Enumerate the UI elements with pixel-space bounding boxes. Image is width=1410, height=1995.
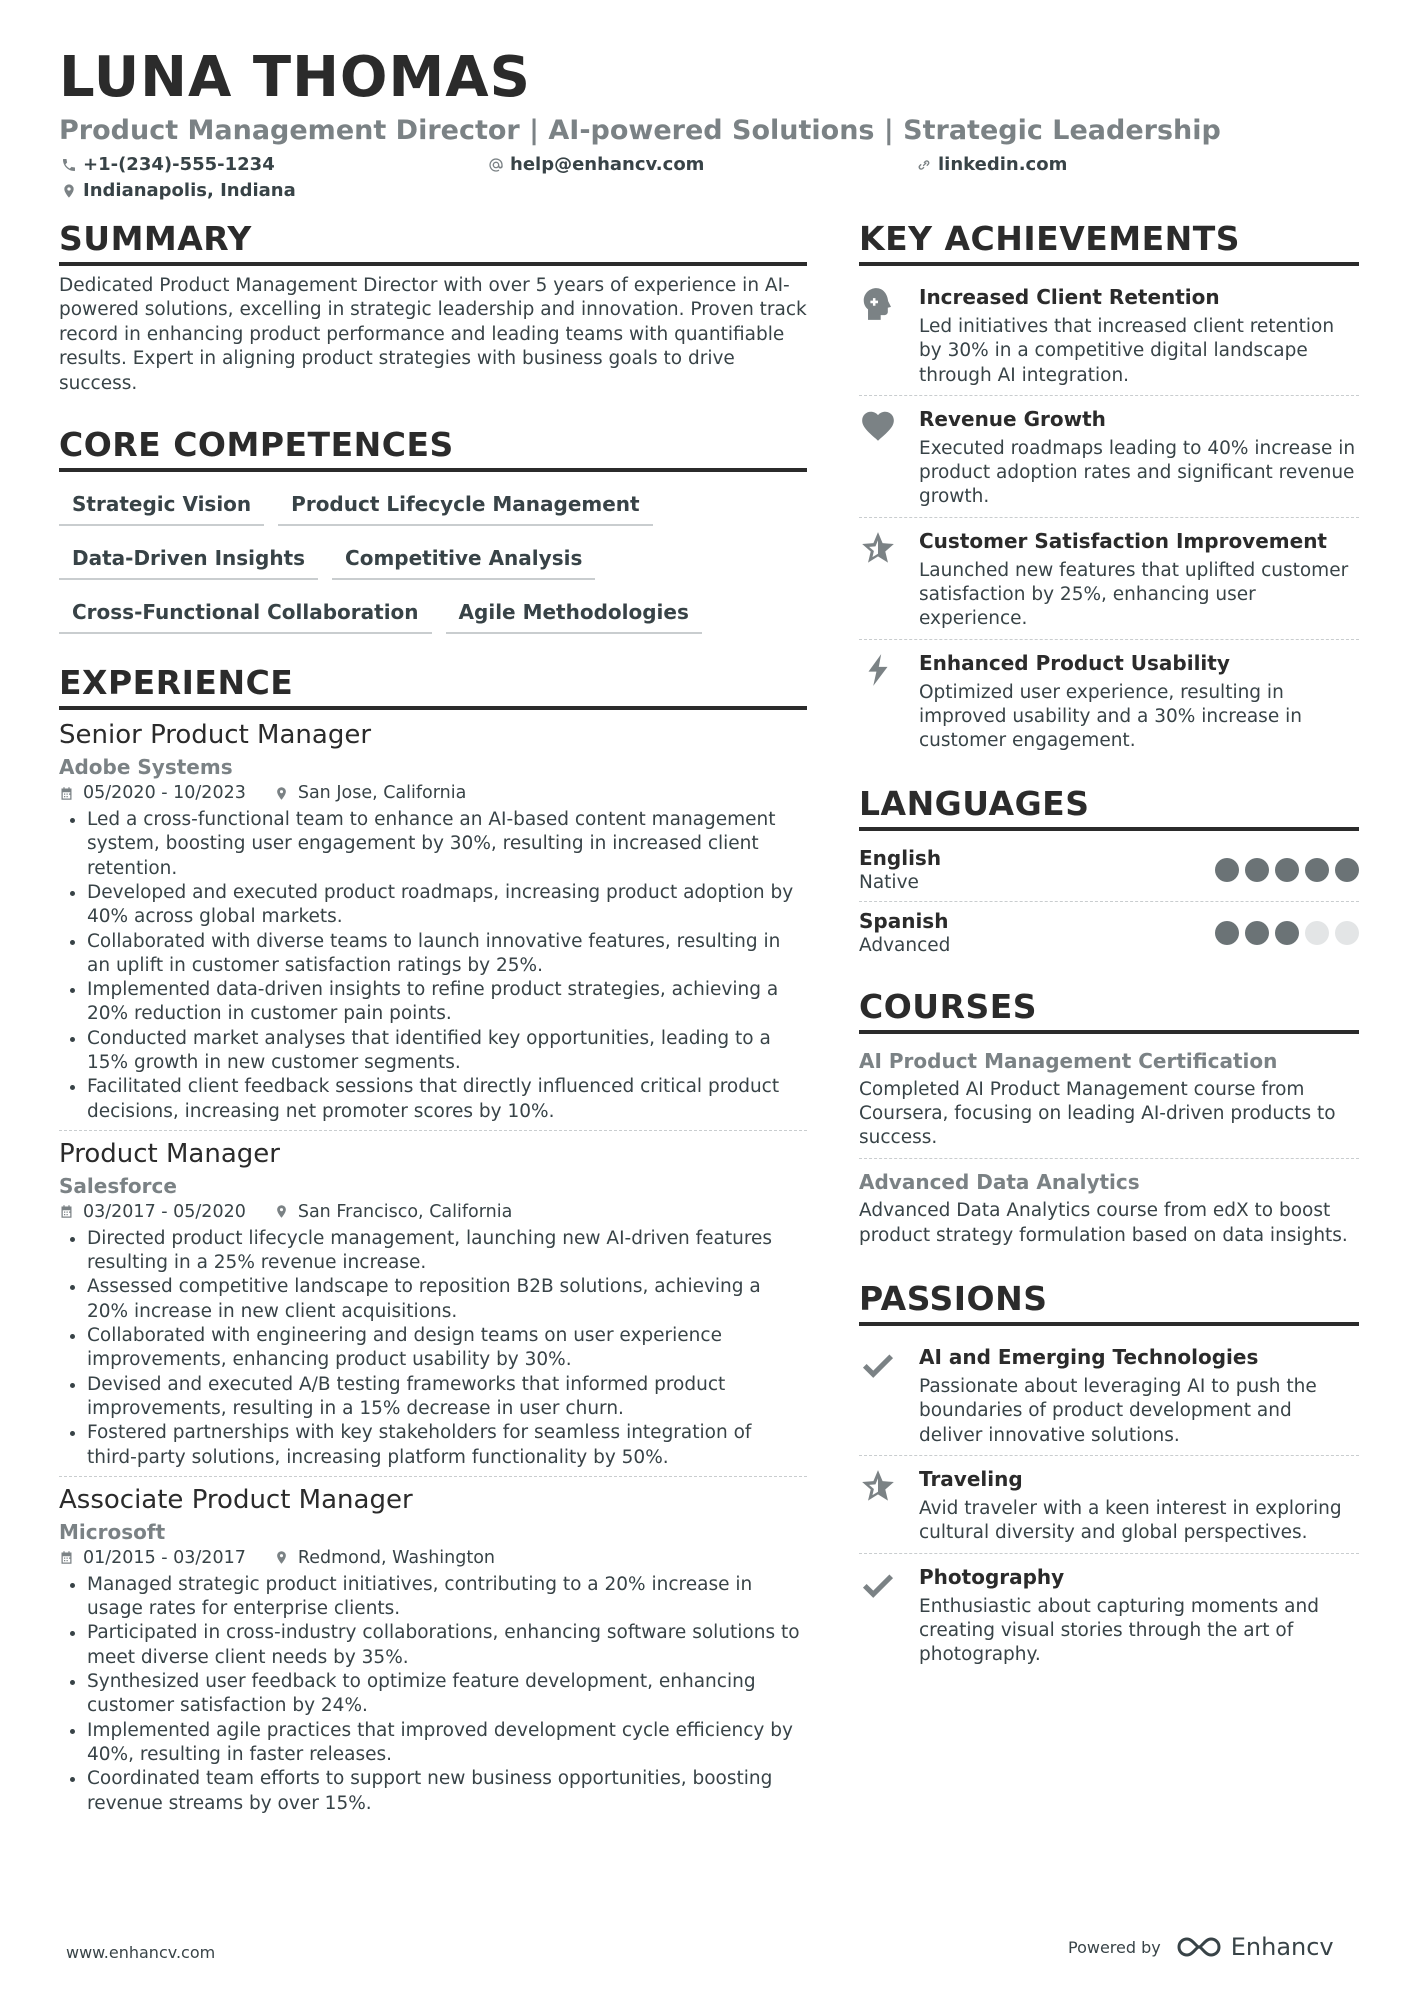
job-meta (59, 780, 807, 806)
passion-item (859, 1455, 1359, 1553)
rating-dot (1275, 921, 1299, 945)
competence-chip: Data-Driven Insights (59, 540, 318, 580)
competences-heading: CORE COMPETENCES (59, 424, 807, 472)
course-title: AI Product Management Certification (859, 1048, 1278, 1073)
passion-title: AI and Emerging Technologies (919, 1345, 1259, 1370)
enhancv-logo-icon (1175, 1934, 1223, 1960)
courses-heading: COURSES (859, 986, 1359, 1034)
summary-heading: SUMMARY (59, 218, 807, 266)
location-pin-icon (274, 786, 289, 801)
job-location-wrap (274, 1545, 495, 1571)
passion-item (859, 1334, 1359, 1455)
head-icon (859, 285, 897, 323)
job-bullet: • Collaborated with diverse teams to launch innovative features, resulting in an uplift in customer satisfaction ratings by 25%. (87, 930, 807, 979)
courses-section (859, 986, 1359, 1256)
job-company: Microsoft (59, 1519, 166, 1544)
job-bullets (59, 1573, 807, 1816)
job-dates: 01/2015 - 03/2017 (83, 1547, 246, 1568)
link-icon (916, 157, 932, 173)
job-location: Redmond, Washington (297, 1547, 496, 1568)
email-text: help@enhancv.com (510, 154, 705, 175)
job-meta (59, 1199, 807, 1225)
experience-section (59, 662, 807, 1822)
powered-by-text: Powered by (1068, 1937, 1161, 1957)
rating-dot (1245, 858, 1269, 882)
competence-chip: Strategic Vision (59, 486, 264, 526)
job-bullet: • Collaborated with engineering and design teams on user experience improvements, enhancing product usability by 30%. (87, 1324, 807, 1373)
competence-chip: Cross-Functional Collaboration (59, 594, 432, 634)
lightning-icon (859, 651, 897, 689)
footer-branding (1068, 1933, 1334, 1961)
location-pin-icon (274, 1550, 289, 1565)
passion-item (859, 1553, 1359, 1675)
job-location-wrap (274, 780, 466, 806)
course-item (859, 1158, 1359, 1256)
passions-section (859, 1278, 1359, 1674)
competence-chip: Agile Methodologies (446, 594, 702, 634)
achievement-title: Increased Client Retention (919, 285, 1220, 309)
rating-dot (1215, 858, 1239, 882)
achievement-item (859, 274, 1359, 395)
achievement-item (859, 517, 1359, 639)
passion-desc: Passionate about leveraging AI to push the boundaries of product development and deliver innovative solutions. (919, 1376, 1317, 1446)
rating-dot (1335, 858, 1359, 882)
heart-icon (859, 407, 897, 445)
job-bullets (59, 808, 807, 1124)
calendar-icon (59, 1204, 74, 1219)
contact-location (61, 180, 296, 201)
job-bullet: • Implemented agile practices that improved development cycle efficiency by 40%, resulting in faster releases. (87, 1719, 807, 1768)
achievements-heading: KEY ACHIEVEMENTS (859, 218, 1359, 266)
job-entry (59, 718, 807, 1130)
job-meta (59, 1545, 807, 1571)
competence-chip: Competitive Analysis (332, 540, 595, 580)
job-bullet: • Devised and executed A/B testing frameworks that informed product improvements, resulting in a 15% decrease in user churn. (87, 1373, 807, 1422)
job-entry (59, 1130, 807, 1476)
achievement-desc: Launched new features that uplifted customer satisfaction by 25%, enhancing user experience. (919, 559, 1349, 630)
location-pin-icon (61, 183, 77, 199)
linkedin-text: linkedin.com (938, 154, 1068, 175)
language-level: Native (859, 871, 919, 893)
location-text: Indianapolis, Indiana (83, 180, 296, 201)
language-item (859, 839, 1359, 901)
languages-section (859, 783, 1359, 964)
brand-text: Enhancv (1230, 1933, 1334, 1961)
job-bullets (59, 1227, 807, 1470)
course-desc: Advanced Data Analytics course from edX to boost product strategy formulation based on data insights. (859, 1200, 1348, 1246)
rating-dot (1245, 921, 1269, 945)
language-level: Advanced (859, 934, 951, 956)
contact-linkedin[interactable] (916, 154, 1067, 175)
job-dates: 03/2017 - 05/2020 (83, 1201, 246, 1222)
passion-desc: Enthusiastic about capturing moments and creating visual stories through the art of photography. (919, 1595, 1319, 1666)
star-icon (859, 1467, 897, 1505)
job-company: Salesforce (59, 1173, 177, 1198)
calendar-icon (59, 1550, 74, 1565)
job-entry (59, 1476, 807, 1822)
language-name: English (859, 845, 942, 870)
job-location-wrap (274, 1199, 512, 1225)
footer-website[interactable]: www.enhancv.com (66, 1943, 216, 1962)
job-bullet: • Conducted market analyses that identified key opportunities, leading to a 15% growth in new customer segments. (87, 1027, 807, 1076)
contact-info (59, 154, 1359, 210)
rating-dot (1335, 921, 1359, 945)
phone-text: +1-(234)-555-1234 (83, 154, 275, 175)
achievement-desc: Led initiatives that increased client retention by 30% in a competitive digital landscape through AI integration. (919, 316, 1335, 386)
language-rating (1215, 921, 1359, 945)
job-bullet: • Assessed competitive landscape to reposition B2B solutions, achieving a 20% increase in new client acquisitions. (87, 1275, 807, 1324)
passion-desc: Avid traveler with a keen interest in exploring cultural diversity and global perspectives. (919, 1497, 1342, 1544)
languages-heading: LANGUAGES (859, 783, 1359, 831)
job-bullet: • Facilitated client feedback sessions that directly influenced critical product decisions, increasing net promoter scores by 10%. (87, 1075, 807, 1124)
summary-section (59, 218, 807, 396)
calendar-icon (59, 786, 74, 801)
job-company: Adobe Systems (59, 755, 233, 780)
achievement-desc: Executed roadmaps leading to 40% increase in product adoption rates and significant revenue growth. (919, 437, 1356, 508)
passions-heading: PASSIONS (859, 1278, 1359, 1326)
rating-dot (1275, 858, 1299, 882)
job-role: Senior Product Manager (59, 720, 372, 751)
rating-dot (1305, 921, 1329, 945)
job-bullet: • Fostered partnerships with key stakeholders for seamless integration of third-party solutions, increasing platform functionality by 50%. (87, 1421, 807, 1470)
check-icon (859, 1565, 897, 1603)
course-title: Advanced Data Analytics (859, 1170, 1140, 1195)
phone-icon (61, 157, 77, 173)
competence-chip: Product Lifecycle Management (278, 486, 652, 526)
job-bullet: • Developed and executed product roadmaps, increasing product adoption by 40% across global markets. (87, 881, 807, 930)
achievement-desc: Optimized user experience, resulting in improved usability and a 30% increase in customer engagement. (919, 681, 1302, 752)
achievement-title: Customer Satisfaction Improvement (919, 528, 1327, 553)
achievement-title: Revenue Growth (919, 406, 1106, 431)
passion-title: Photography (919, 1564, 1065, 1589)
job-role: Product Manager (59, 1138, 280, 1169)
language-rating (1215, 858, 1359, 882)
course-desc: Completed AI Product Management course from Coursera, focusing on leading AI-driven products to success. (859, 1078, 1336, 1149)
job-dates: 05/2020 - 10/2023 (83, 783, 246, 804)
resume-header (59, 44, 1359, 210)
rating-dot (1215, 921, 1239, 945)
achievement-title: Enhanced Product Usability (919, 650, 1230, 675)
language-item (859, 901, 1359, 964)
rating-dot (1305, 858, 1329, 882)
check-icon (859, 1345, 897, 1383)
passion-title: Traveling (919, 1466, 1023, 1491)
job-bullet: • Coordinated team efforts to support new business opportunities, boosting revenue streams by over 15%. (87, 1767, 807, 1816)
job-bullet: • Synthesized user feedback to optimize feature development, enhancing customer satisfaction by 24%. (87, 1670, 807, 1719)
language-name: Spanish (859, 908, 949, 933)
job-bullet: • Led a cross-functional team to enhance an AI-based content management system, boosting user engagement by 30%, resulting in increased client retention. (87, 808, 807, 881)
job-bullet: • Directed product lifecycle management, launching new AI-driven features resulting in a 25% revenue increase. (87, 1227, 807, 1276)
job-location: San Jose, California (297, 783, 467, 804)
job-role: Associate Product Manager (59, 1484, 413, 1515)
location-pin-icon (274, 1204, 289, 1219)
experience-heading: EXPERIENCE (59, 662, 807, 710)
candidate-title: Product Management Director | AI-powered Solutions | Strategic Leadership (59, 115, 1221, 146)
star-icon (859, 529, 897, 567)
contact-email[interactable] (488, 154, 704, 175)
left-column (59, 218, 807, 1822)
job-bullet: • Implemented data-driven insights to refine product strategies, achieving a 20% reduction in customer pain points. (87, 978, 807, 1027)
candidate-name: LUNA THOMAS (59, 45, 531, 110)
course-item (859, 1042, 1359, 1159)
right-column (859, 218, 1359, 1674)
achievement-item (859, 639, 1359, 761)
achievements-section (859, 218, 1359, 761)
competences-list (59, 486, 807, 634)
achievement-item (859, 395, 1359, 517)
job-bullet: • Participated in cross-industry collaborations, enhancing software solutions to meet diverse client needs by 35%. (87, 1621, 807, 1670)
summary-text: Dedicated Product Management Director with over 5 years of experience in AI-powered solutions, excelling in strategic leadership and innovation. Proven track record in enhancing product performance and leading teams with quantifiable results. Expert in aligning product strategies with business goals to drive success. (59, 275, 807, 394)
at-icon (488, 157, 504, 173)
job-bullet: • Managed strategic product initiatives, contributing to a 20% increase in usage rates for enterprise clients. (87, 1573, 807, 1622)
competences-section (59, 424, 807, 634)
contact-phone[interactable] (61, 154, 275, 175)
job-location: San Francisco, California (297, 1201, 513, 1222)
enhancv-logo[interactable] (1175, 1933, 1334, 1961)
